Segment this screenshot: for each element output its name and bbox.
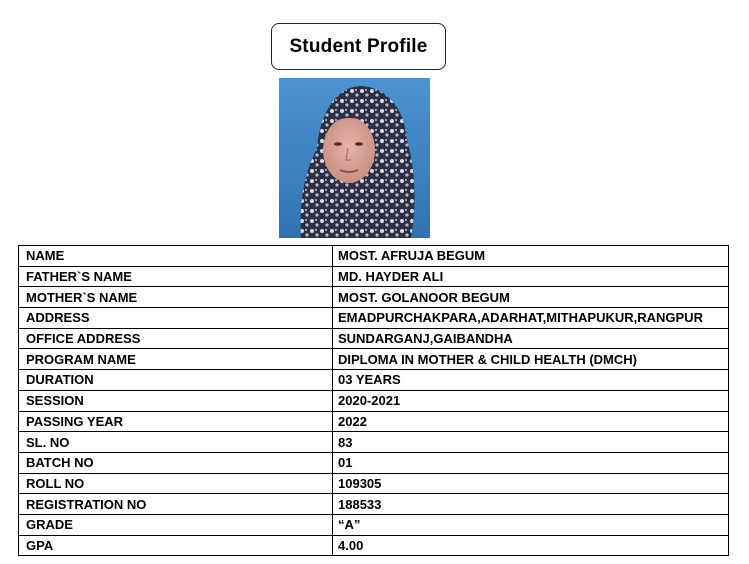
field-label: SESSION [19, 390, 333, 411]
table-row [19, 246, 729, 267]
field-value: 03 YEARS [333, 370, 729, 391]
table-row [19, 349, 729, 370]
table-row [19, 328, 729, 349]
field-value: DIPLOMA IN MOTHER & CHILD HEALTH (DMCH) [333, 349, 729, 370]
field-value: MOST. AFRUJA BEGUM [333, 246, 729, 267]
table-row [19, 535, 729, 556]
field-label: BATCH NO [19, 452, 333, 473]
field-label: DURATION [19, 370, 333, 391]
field-label: GPA [19, 535, 333, 556]
field-value: 4.00 [333, 535, 729, 556]
field-label: SL. NO [19, 432, 333, 453]
field-value: 2022 [333, 411, 729, 432]
field-value: “A” [333, 514, 729, 535]
table-row [19, 287, 729, 308]
field-value: 188533 [333, 494, 729, 515]
table-row [19, 411, 729, 432]
table-row [19, 370, 729, 391]
field-value: 01 [333, 452, 729, 473]
table-row [19, 452, 729, 473]
field-label: NAME [19, 246, 333, 267]
table-row [19, 308, 729, 329]
field-label: PROGRAM NAME [19, 349, 333, 370]
field-value: 109305 [333, 473, 729, 494]
field-value: 83 [333, 432, 729, 453]
student-photo [279, 78, 430, 238]
field-label: GRADE [19, 514, 333, 535]
field-label: REGISTRATION NO [19, 494, 333, 515]
field-label: FATHER`S NAME [19, 266, 333, 287]
field-label: OFFICE ADDRESS [19, 328, 333, 349]
table-row [19, 432, 729, 453]
student-portrait-icon [279, 78, 430, 238]
field-label: ROLL NO [19, 473, 333, 494]
field-label: ADDRESS [19, 308, 333, 329]
field-value: MD. HAYDER ALI [333, 266, 729, 287]
field-value: EMADPURCHAKPARA,ADARHAT,MITHAPUKUR,RANGPUR [333, 308, 729, 329]
table-row [19, 473, 729, 494]
page-title: Student Profile [271, 23, 446, 70]
table-row [19, 266, 729, 287]
table-row [19, 494, 729, 515]
field-label: PASSING YEAR [19, 411, 333, 432]
table-row [19, 390, 729, 411]
student-profile-table [18, 245, 729, 556]
table-row [19, 514, 729, 535]
field-value: MOST. GOLANOOR BEGUM [333, 287, 729, 308]
field-label: MOTHER`S NAME [19, 287, 333, 308]
field-value: SUNDARGANJ,GAIBANDHA [333, 328, 729, 349]
field-value: 2020-2021 [333, 390, 729, 411]
